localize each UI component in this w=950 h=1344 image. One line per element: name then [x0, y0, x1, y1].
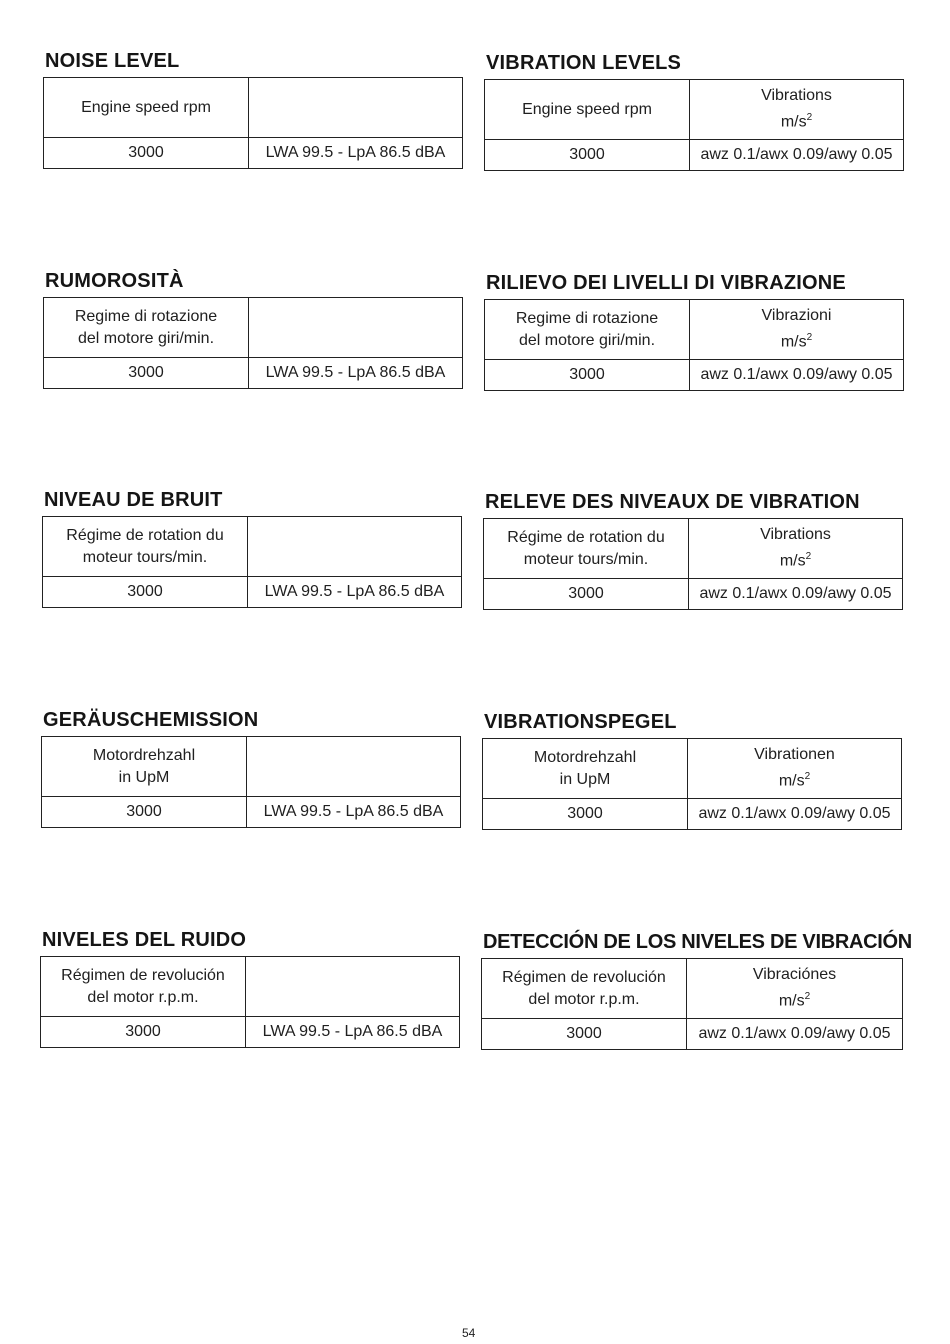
engine-speed-header: Régime de rotation du moteur tours/min.: [484, 519, 689, 579]
noise-table: [40, 956, 460, 1048]
vibration-unit: $m/s^2$: [780, 332, 813, 351]
empty-header-cell: [248, 517, 462, 577]
noise-section-it: [43, 270, 463, 389]
engine-speed-header: Régimen de revolución del motor r.p.m.: [41, 957, 246, 1017]
section-title: NIVELES DEL RUIDO: [42, 929, 247, 951]
engine-speed-value: 3000: [44, 138, 249, 169]
engine-speed-value: 3000: [41, 1017, 246, 1048]
section-title: VIBRATIONSPEGEL: [484, 711, 677, 733]
noise-value: LWA 99.5 - LpA 86.5 dBA: [246, 1017, 460, 1048]
section-title: VIBRATION LEVELS: [486, 52, 682, 74]
vibration-section-de: [482, 711, 902, 830]
section-title: NOISE LEVEL: [45, 50, 180, 72]
noise-section-de: [41, 709, 461, 828]
section-title: RUMOROSITÀ: [45, 270, 184, 292]
noise-section-es: [40, 929, 460, 1048]
noise-table: [41, 736, 461, 828]
vibration-section-en: [484, 52, 904, 171]
noise-section-fr: [42, 489, 462, 608]
noise-value: LWA 99.5 - LpA 86.5 dBA: [249, 358, 463, 389]
engine-speed-header: Regime di rotazione del motore giri/min.: [485, 300, 690, 360]
vibration-section-es: [481, 931, 912, 1050]
vibration-table: [484, 299, 904, 391]
engine-speed-value: 3000: [485, 360, 690, 391]
vibration-value: awz 0.1/awx 0.09/awy 0.05: [689, 579, 903, 610]
vibration-header: [689, 519, 903, 579]
vibration-header: [687, 959, 903, 1019]
engine-speed-header: Motordrehzahl in UpM: [483, 739, 688, 799]
vibration-label: Vibraciónes: [752, 966, 837, 984]
vibration-value: awz 0.1/awx 0.09/awy 0.05: [687, 1019, 903, 1050]
vibration-label: Vibrationen: [754, 746, 835, 764]
vibration-table: [481, 958, 903, 1050]
engine-speed-value: 3000: [482, 1019, 687, 1050]
vibration-unit: $m/s^2$: [778, 771, 811, 790]
vibration-value: awz 0.1/awx 0.09/awy 0.05: [688, 799, 902, 830]
engine-speed-header: Régimen de revolución del motor r.p.m.: [482, 959, 687, 1019]
noise-table: [43, 77, 463, 169]
engine-speed-header: Motordrehzahl in UpM: [42, 737, 247, 797]
vibration-section-fr: [483, 491, 903, 610]
vibration-table: [482, 738, 902, 830]
vibration-value: awz 0.1/awx 0.09/awy 0.05: [690, 140, 904, 171]
vibration-unit: $m/s^2$: [779, 551, 812, 570]
engine-speed-value: 3000: [43, 577, 248, 608]
empty-header-cell: [249, 78, 463, 138]
engine-speed-header: Engine speed rpm: [44, 78, 249, 138]
section-title: NIVEAU DE BRUIT: [44, 489, 223, 511]
noise-value: LWA 99.5 - LpA 86.5 dBA: [249, 138, 463, 169]
engine-speed-header: Regime di rotazione del motore giri/min.: [44, 298, 249, 358]
vibration-unit: $m/s^2$: [778, 991, 811, 1010]
noise-value: LWA 99.5 - LpA 86.5 dBA: [247, 797, 461, 828]
section-title: RILIEVO DEI LIVELLI DI VIBRAZIONE: [486, 272, 846, 294]
vibration-unit: $m/s^2$: [780, 112, 813, 131]
noise-value: LWA 99.5 - LpA 86.5 dBA: [248, 577, 462, 608]
section-title: RELEVE DES NIVEAUX DE VIBRATION: [485, 491, 860, 513]
section-title: DETECCIÓN DE LOS NIVELES DE VIBRACIÓN: [483, 931, 912, 953]
section-title: GERÄUSCHEMISSION: [43, 709, 259, 731]
engine-speed-value: 3000: [485, 140, 690, 171]
vibration-header: [688, 739, 902, 799]
empty-header-cell: [249, 298, 463, 358]
engine-speed-value: 3000: [44, 358, 249, 389]
engine-speed-header: Engine speed rpm: [485, 80, 690, 140]
vibration-section-it: [484, 272, 904, 391]
engine-speed-value: 3000: [484, 579, 689, 610]
empty-header-cell: [246, 957, 460, 1017]
noise-table: [42, 516, 462, 608]
vibration-label: Vibrations: [760, 526, 831, 544]
noise-table: [43, 297, 463, 389]
vibration-table: [483, 518, 903, 610]
engine-speed-value: 3000: [483, 799, 688, 830]
empty-header-cell: [247, 737, 461, 797]
vibration-header: [690, 80, 904, 140]
page-number: 54: [462, 1326, 476, 1340]
vibration-header: [690, 300, 904, 360]
vibration-table: [484, 79, 904, 171]
vibration-label: Vibrazioni: [761, 307, 832, 325]
vibration-value: awz 0.1/awx 0.09/awy 0.05: [690, 360, 904, 391]
engine-speed-value: 3000: [42, 797, 247, 828]
vibration-label: Vibrations: [761, 87, 832, 105]
noise-section-en: [43, 50, 463, 169]
engine-speed-header: Régime de rotation du moteur tours/min.: [43, 517, 248, 577]
